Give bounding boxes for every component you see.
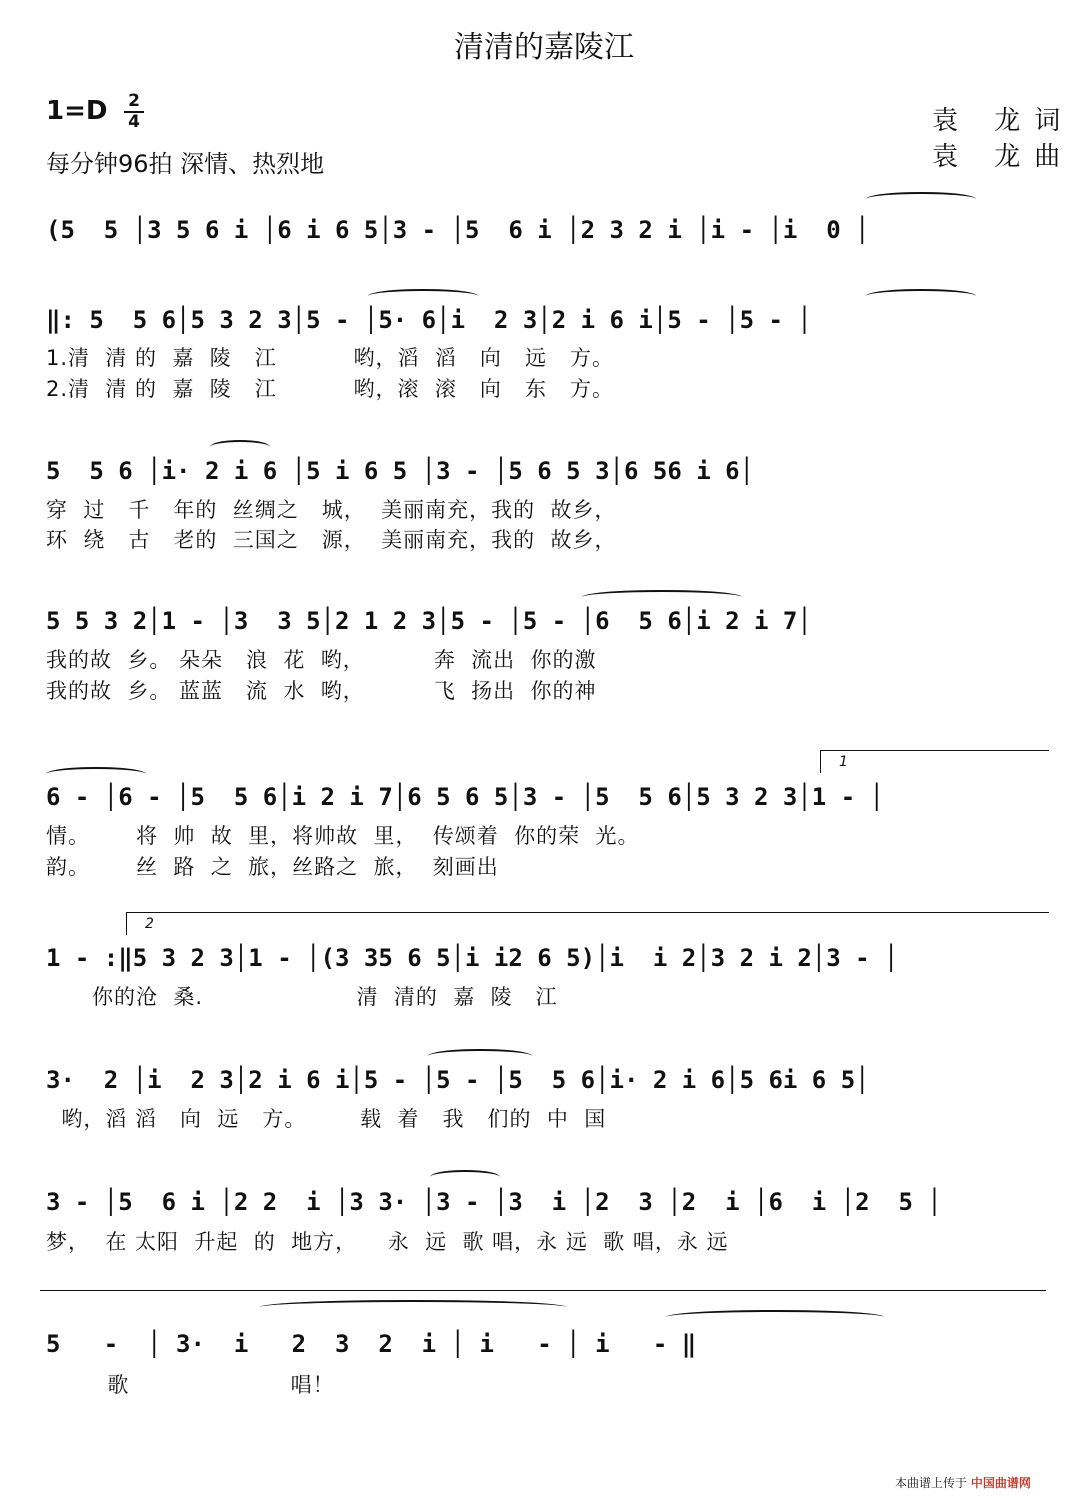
lyric-line-5a: 情。 将 帅 故 里，将帅故 里， 传颂着 你的荣 光。 (46, 824, 640, 848)
time-bottom: 4 (128, 112, 140, 132)
lyric-line-3b: 环 绕 古 老的 三国之 源， 美丽南充，我的 故乡， (46, 528, 617, 552)
song-title: 清清的嘉陵江 (454, 30, 634, 65)
lyric-line-2a: 1.清 清 的 嘉 陵 江 哟，滔 滔 向 远 方。 (46, 346, 614, 370)
system-line (40, 1290, 1046, 1291)
slur (260, 1300, 566, 1314)
lyric-line-5b: 韵。 丝 路 之 旅，丝路之 旅， 刻画出 (46, 855, 499, 879)
lyricist-credit: 袁 龙词 (932, 106, 1075, 136)
lyric-line-8: 梦， 在 太阳 升起 的 地方， 永 远 歌 唱，永 远 歌 唱，永 远 (46, 1230, 729, 1254)
slur (430, 1170, 500, 1184)
slur (866, 192, 976, 206)
second-ending-bracket (126, 912, 1049, 935)
volta-1-number: 1 (839, 754, 848, 770)
notation-line-7: 3· 2 │i 2 3│2 i 6 i│5 - │5 - │5 5 6│i· 2 i 6│5 6i 6 5│ (46, 1066, 870, 1094)
composer-credit: 袁 龙曲 (932, 142, 1075, 172)
notation-line-1: (5 5 │3 5 6 i │6 i 6 5│3 - │5 6 i │2 3 2 i │i - │i 0 │ (46, 216, 870, 244)
first-ending-bracket (820, 750, 1049, 773)
lyric-line-4b: 我的故 乡。 蓝蓝 流 水 哟， 飞 扬出 你的神 (46, 679, 597, 703)
slur (428, 1049, 532, 1063)
notation-line-6: 1 - :‖5 3 2 3│1 - │(3 35 6 5│i i2 6 5)│i i 2│3 2 i 2│3 - │ (46, 944, 899, 972)
footer (895, 1474, 1031, 1491)
lyric-line-6: 你的沧 桑. 清 清的 嘉 陵 江 (46, 985, 558, 1009)
slur (210, 440, 270, 454)
lyric-line-9: 歌 唱！ (46, 1373, 335, 1397)
notation-line-3: 5 5 6 │i· 2 i 6 │5 i 6 5 │3 - │5 6 5 3│6 56 i 6│ (46, 457, 755, 485)
time-signature (122, 92, 146, 132)
lyric-line-3a: 穿 过 千 年的 丝绸之 城， 美丽南充，我的 故乡， (46, 498, 617, 522)
notation-line-4: 5 5 3 2│1 - │3 3 5│2 1 2 3│5 - │5 - │6 5 6│i 2 i 7│ (46, 607, 812, 635)
notation-line-8: 3 - │5 6 i │2 2 i │3 3· │3 - │3 i │2 3 │2 i │6 i │2 5 │ (46, 1188, 942, 1216)
lyric-line-2b: 2.清 清 的 嘉 陵 江 哟，滚 滚 向 东 方。 (46, 377, 614, 401)
slur (866, 289, 976, 303)
volta-2-number: 2 (145, 916, 154, 932)
slur (666, 1310, 884, 1324)
notation-line-9: 5 - │ 3· i 2 3 2 i │ i - │ i - ‖ (46, 1330, 697, 1358)
notation-line-2: ‖: 5 5 6│5 3 2 3│5 - │5· 6│i 2 3│2 i 6 i│5 - │5 - │ (46, 306, 812, 334)
lyric-line-4a: 我的故 乡。 朵朵 浪 花 哟， 奔 流出 你的激 (46, 648, 597, 672)
time-top: 2 (128, 91, 140, 111)
slur (46, 767, 146, 781)
slur (368, 289, 478, 303)
lyric-line-7: 哟，滔 滔 向 远 方。 载 着 我 们的 中 国 (46, 1107, 607, 1131)
key-signature: 1=D (46, 96, 108, 126)
footer-prefix: 本曲谱上传于 (895, 1476, 968, 1490)
slur (582, 590, 742, 604)
notation-line-5: 6 - │6 - │5 5 6│i 2 i 7│6 5 6 5│3 - │5 5 6│5 3 2 3│1 - │ (46, 783, 885, 811)
tempo-marking: 每分钟96拍 深情、热烈地 (46, 150, 325, 178)
footer-site: 中国曲谱网 (970, 1476, 1031, 1490)
